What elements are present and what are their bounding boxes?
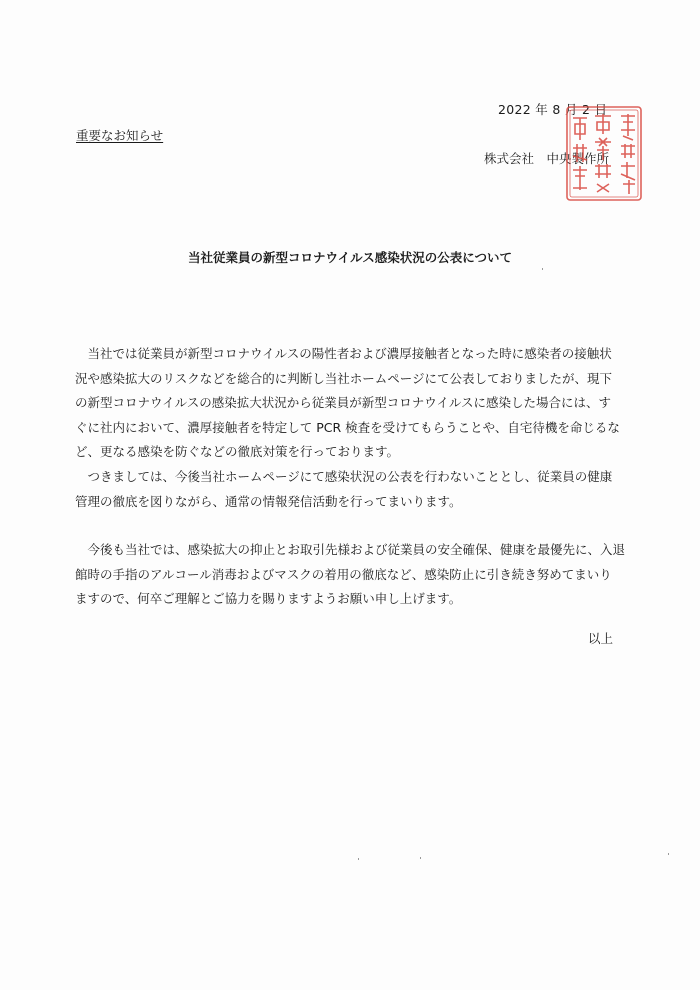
body-line: ぐに社内において、濃厚接触者を特定して PCR 検査を受けてもらうことや、自宅待機を命じるな [75, 419, 620, 435]
closing-mark: 以上 [588, 631, 614, 646]
body-line: ど、更なる感染を防ぐなどの徹底対策を行っております。 [75, 444, 400, 460]
body-line: の新型コロナウイルスの感染拡大状況から従業員が新型コロナウイルスに感染した場合には、す [75, 395, 612, 411]
scan-speck [542, 268, 543, 270]
scan-speck [420, 857, 421, 859]
important-notice-label: 重要なお知らせ [76, 128, 164, 143]
body-paragraph-1 [75, 342, 625, 465]
document-title: 当社従業員の新型コロナウイルス感染状況の公表について [187, 250, 512, 265]
document-body [75, 342, 625, 612]
body-paragraph-2 [75, 465, 625, 514]
company-seal-stamp-icon [563, 104, 645, 204]
document-date: 2022 年 8 月 2 日 [498, 102, 608, 117]
body-line: 当社では従業員が新型コロナウイルスの陽性者および濃厚接触者となった時に感染者の接触状 [87, 346, 612, 361]
body-line: つきましては、今後当社ホームページにて感染状況の公表を行わないこととし、従業員の健康 [87, 468, 613, 484]
body-line: 館時の手指のアルコール消毒およびマスクの着用の徹底など、感染防止に引き続き努めてまいり [75, 566, 612, 582]
body-line: 況や感染拡大のリスクなどを総合的に判断し当社ホームページにて公表しておりましたが、現下 [75, 370, 613, 386]
body-line: 管理の徹底を図りながら、通常の情報発信活動を行ってまいります。 [75, 493, 462, 509]
body-line: ますので、何卒ご理解とご協力を賜りますようお願い申し上げます。 [75, 591, 462, 607]
paragraph-gap [75, 514, 625, 538]
company-name: 株式会社 中央製作所 [484, 151, 610, 166]
body-line: 今後も当社では、感染拡大の抑止とお取引先様および従業員の安全確保、健康を最優先に、入退 [87, 542, 626, 558]
scan-speck [668, 853, 669, 855]
body-paragraph-3 [75, 538, 625, 612]
scan-speck [358, 858, 359, 860]
